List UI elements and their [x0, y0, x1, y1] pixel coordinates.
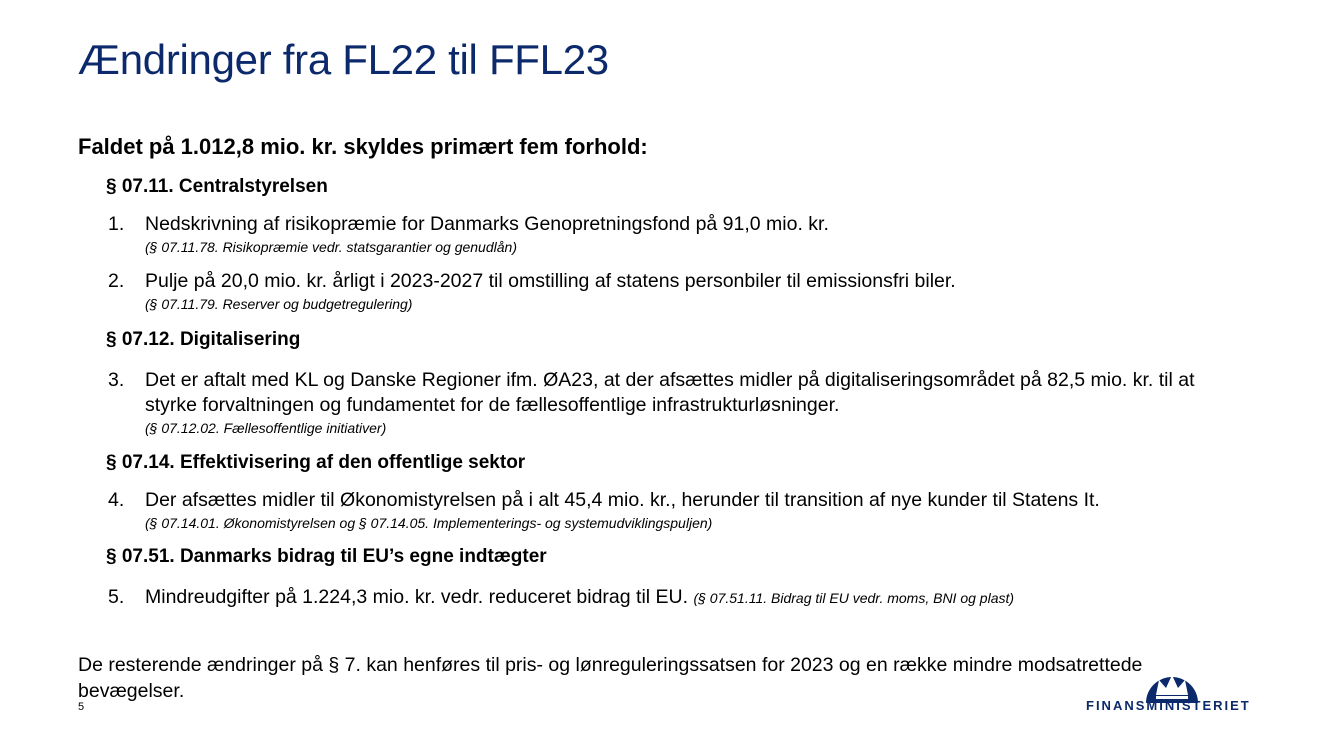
footer-note: De resterende ændringer på § 7. kan henføres til pris- og lønreguleringssatsen for 2023 og en række mindre modsatrettede bevægelser.	[78, 654, 1143, 702]
item-reference: (§ 07.51.11. Bidrag til EU vedr. moms, BNI og plast)	[693, 590, 1015, 606]
item-text: Det er aftalt med KL og Danske Regioner ifm. ØA23, at der afsættes midler på digitaliseringsområdet på 82,5 mio. kr. til at styrke forvaltningen og fundamentet for de fællesoffentlige infrastrukturløsninger.	[145, 369, 1195, 416]
section-heading-07-11: § 07.11. Centralstyrelsen	[106, 176, 328, 197]
item-number: 3.	[108, 369, 125, 391]
item-number: 4.	[108, 489, 125, 511]
section-heading-07-12: § 07.12. Digitalisering	[106, 329, 301, 350]
slide-title: Ændringer fra FL22 til FFL23	[78, 36, 609, 83]
item-text: Der afsættes midler til Økonomistyrelsen på i alt 45,4 mio. kr., herunder til transition af nye kunder til Statens It.	[145, 489, 1100, 511]
section-heading-07-14: § 07.14. Effektivisering af den offentlige sektor	[106, 452, 526, 473]
item-number: 2.	[108, 270, 125, 292]
page-number: 5	[78, 701, 85, 713]
logo-wordmark: FINANSMINISTERIET	[1086, 698, 1251, 713]
intro-heading: Faldet på 1.012,8 mio. kr. skyldes primært fem forhold:	[78, 134, 648, 159]
item-number: 5.	[108, 586, 125, 608]
item-reference: (§ 07.12.02. Fællesoffentlige initiativer)	[145, 420, 387, 436]
item-reference: (§ 07.11.79. Reserver og budgetregulering)	[145, 296, 413, 312]
item-text: Pulje på 20,0 mio. kr. årligt i 2023-2027 til omstilling af statens personbiler til emissionsfri biler.	[145, 270, 956, 292]
section-heading-07-51: § 07.51. Danmarks bidrag til EU’s egne indtægter	[106, 546, 547, 567]
item-reference: (§ 07.11.78. Risikopræmie vedr. statsgarantier og genudlån)	[145, 239, 517, 255]
item-text: Nedskrivning af risikopræmie for Danmarks Genopretningsfond på 91,0 mio. kr.	[145, 213, 829, 235]
item-text: Mindreudgifter på 1.224,3 mio. kr. vedr. reduceret bidrag til EU.	[145, 586, 689, 608]
crown-icon	[1142, 663, 1202, 703]
item-reference: (§ 07.14.01. Økonomistyrelsen og § 07.14.05. Implementerings- og systemudviklingspuljen)	[145, 515, 713, 531]
item-number: 1.	[108, 213, 125, 235]
